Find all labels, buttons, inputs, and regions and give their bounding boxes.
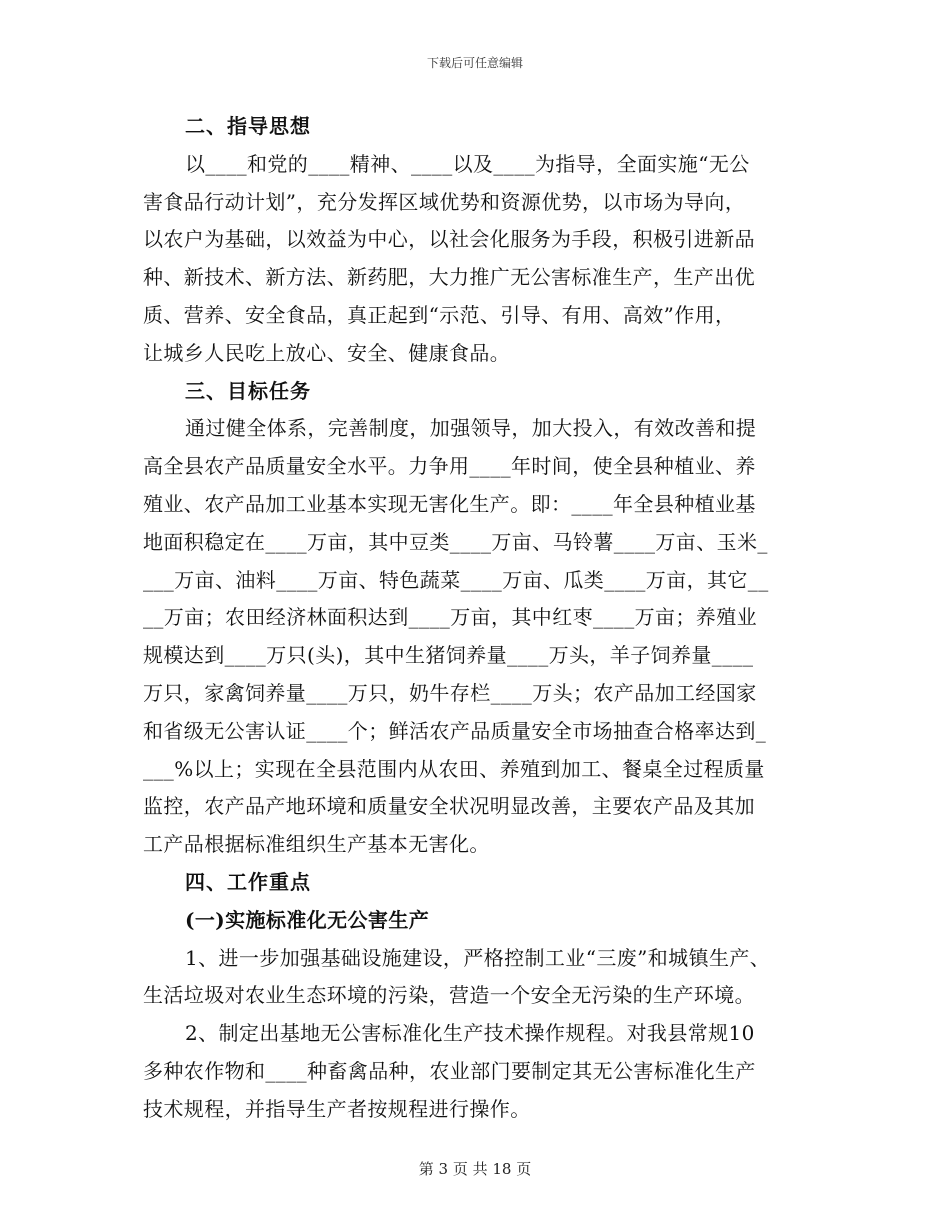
paragraph-line: 高全县农产品质量安全水平。力争用____年时间，使全县种植业、养 xyxy=(143,454,756,479)
paragraph-line: 监控，农产品产地环境和质量安全状况明显改善，主要农产品及其加 xyxy=(143,794,755,819)
paragraph-line: 害食品行动计划”，充分发挥区域优势和资源优势，以市场为导向， xyxy=(143,189,746,214)
page-header: 下载后可任意编辑 xyxy=(426,56,523,70)
paragraph-line: 2、制定出基地无公害标准化生产技术操作规程。对我县常规10 xyxy=(185,1021,755,1046)
paragraph-line: ___%以上；实现在全县范围内从农田、养殖到加工、餐桌全过程质量 xyxy=(143,756,765,781)
paragraph-line: 万只，家禽饲养量____万只，奶牛存栏____万头；农产品加工经国家 xyxy=(143,680,757,705)
paragraph-line: __万亩；农田经济林面积达到____万亩，其中红枣____万亩；养殖业 xyxy=(143,605,757,630)
paragraph-line: 规模达到____万只(头)，其中生猪饲养量____万头，羊子饲养量____ xyxy=(143,643,754,668)
paragraph-line: 以农户为基础，以效益为中心，以社会化服务为手段，积极引进新品 xyxy=(143,227,755,252)
paragraph-line: 种、新技术、新方法、新药肥，大力推广无公害标准生产，生产出优 xyxy=(143,265,755,290)
section-heading: 二、指导思想 xyxy=(185,114,311,138)
subsection-heading: (一)实施标准化无公害生产 xyxy=(185,907,430,932)
section-heading: 四、工作重点 xyxy=(185,869,311,894)
section-heading: 三、目标任务 xyxy=(185,378,311,403)
paragraph-line: 让城乡人民吃上放心、安全、健康食品。 xyxy=(143,340,511,365)
paragraph-line: 通过健全体系，完善制度，加强领导，加大投入，有效改善和提 xyxy=(185,416,757,441)
paragraph-line: 多种农作物和____种畜禽品种，农业部门要制定其无公害标准化生产 xyxy=(143,1058,756,1083)
paragraph-line: 殖业、农产品加工业基本实现无害化生产。即：____年全县种植业基 xyxy=(143,491,756,516)
paragraph-line: 生活垃圾对农业生态环境的污染，营造一个安全无污染的生产环境。 xyxy=(143,983,755,1008)
document-body xyxy=(143,108,803,1129)
paragraph-line: 和省级无公害认证____个；鲜活农产品质量安全市场抽查合格率达到_ xyxy=(143,718,767,743)
page-footer: 第 3 页 共 18 页 xyxy=(418,1160,532,1178)
paragraph-line: 工产品根据标准组织生产基本无害化。 xyxy=(143,832,490,857)
paragraph-line: 1、进一步加强基础设施建设，严格控制工业“三废”和城镇生产、 xyxy=(185,945,771,970)
paragraph-line: ___万亩、油料____万亩、特色蔬菜____万亩、瓜类____万亩，其它__ xyxy=(143,567,769,592)
paragraph-line: 质、营养、安全食品，真正起到“示范、引导、有用、高效”作用， xyxy=(143,302,736,327)
paragraph-line: 以____和党的____精神、____以及____为指导，全面实施“无公 xyxy=(185,151,750,176)
paragraph-line: 地面积稳定在____万亩，其中豆类____万亩、马铃薯____万亩、玉米_ xyxy=(143,529,768,554)
paragraph-line: 技术规程，并指导生产者按规程进行操作。 xyxy=(143,1096,531,1121)
